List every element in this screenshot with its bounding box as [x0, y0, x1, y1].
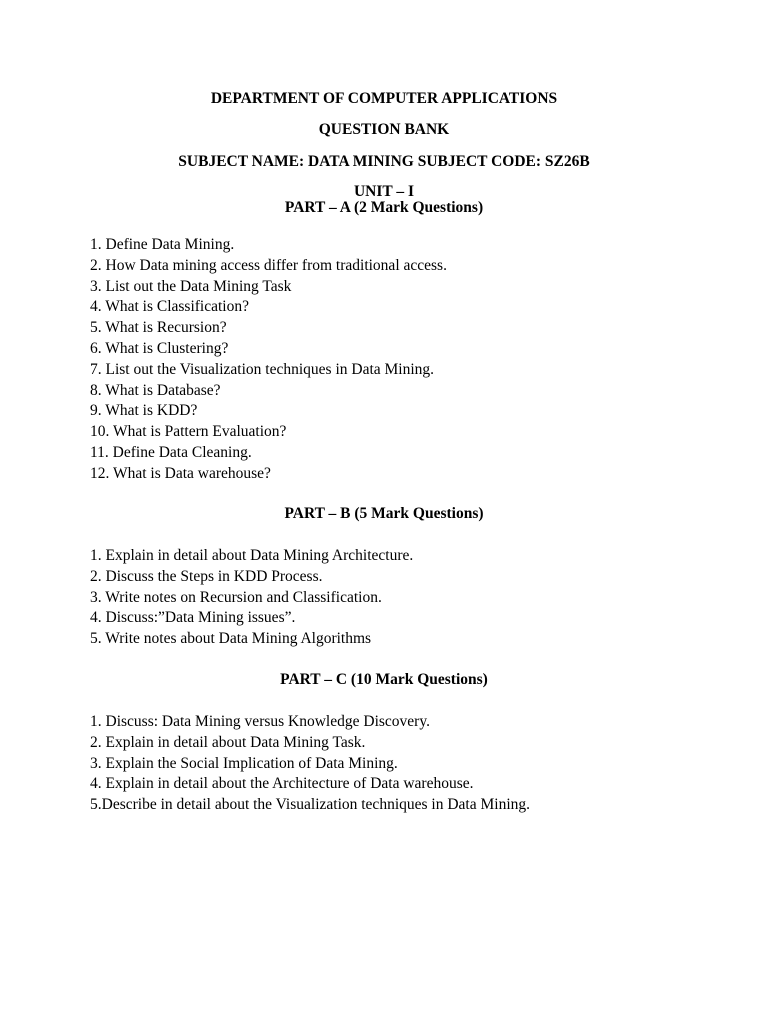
part-c-heading: PART – C (10 Mark Questions)	[280, 671, 488, 688]
question-item: 1. Discuss: Data Mining versus Knowledge Discovery.	[90, 713, 430, 730]
question-item: 2. Explain in detail about Data Mining Task.	[90, 733, 366, 751]
question-item: 9. What is KDD?	[90, 402, 198, 420]
part-a-question-list	[90, 235, 730, 485]
part-a-heading: PART – A (2 Mark Questions)	[284, 199, 484, 216]
question-item: 3. List out the Data Mining Task	[90, 277, 292, 295]
part-b-heading: PART – B (5 Mark Questions)	[284, 505, 484, 522]
unit-heading: UNIT – I	[353, 183, 414, 200]
question-item: 6. What is Clustering?	[90, 339, 229, 357]
question-item: 8. What is Database?	[90, 381, 221, 399]
question-item: 5.Describe in detail about the Visualization techniques in Data Mining.	[90, 796, 530, 814]
question-item: 7. List out the Visualization techniques in Data Mining.	[90, 360, 435, 378]
question-item: 2. How Data mining access differ from traditional access.	[90, 256, 447, 274]
question-item: 4. What is Classification?	[90, 298, 249, 316]
question-item: 4. Explain in detail about the Architecture of Data warehouse.	[90, 775, 474, 793]
part-c-question-list	[90, 712, 730, 816]
question-item: 11. Define Data Cleaning.	[90, 443, 252, 461]
document-title: QUESTION BANK	[318, 121, 450, 138]
question-item: 5. What is Recursion?	[90, 319, 227, 337]
question-item: 2. Discuss the Steps in KDD Process.	[90, 567, 323, 585]
question-item: 12. What is Data warehouse?	[90, 464, 271, 482]
subject-line: SUBJECT NAME: DATA MINING SUBJECT CODE: SZ26B	[178, 153, 590, 170]
question-item: 3. Write notes on Recursion and Classification.	[90, 588, 382, 606]
question-item: 3. Explain the Social Implication of Data Mining.	[90, 754, 398, 772]
part-b-question-list	[90, 546, 730, 650]
question-item: 1. Explain in detail about Data Mining Architecture.	[90, 547, 414, 564]
question-item: 5. Write notes about Data Mining Algorithms	[90, 630, 372, 648]
question-item: 1. Define Data Mining.	[90, 236, 235, 253]
department-heading: DEPARTMENT OF COMPUTER APPLICATIONS	[210, 90, 558, 107]
question-item: 10. What is Pattern Evaluation?	[90, 423, 287, 441]
question-item: 4. Discuss:”Data Mining issues”.	[90, 609, 296, 627]
